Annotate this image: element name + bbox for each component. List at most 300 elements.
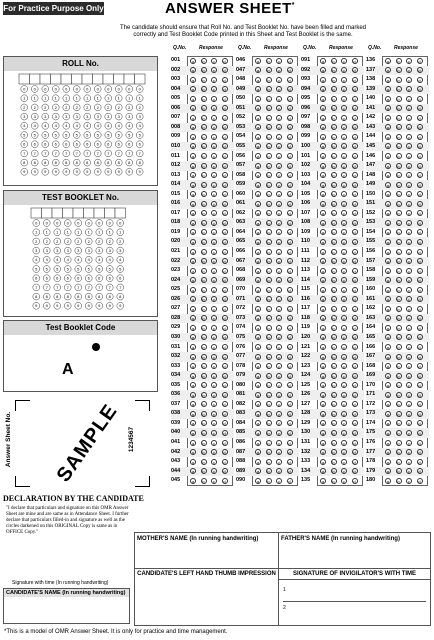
answer-bubble-b[interactable]: b: [202, 459, 205, 465]
answer-bubble-c[interactable]: c: [408, 77, 410, 83]
answer-bubble-c[interactable]: c: [408, 173, 410, 179]
answer-bubble-d[interactable]: d: [223, 249, 226, 255]
answer-bubble-a[interactable]: a: [386, 316, 390, 322]
answer-bubble-c[interactable]: c: [213, 450, 215, 456]
answer-bubble-a[interactable]: a: [321, 421, 325, 427]
invigilator-row-2[interactable]: 2: [283, 605, 286, 611]
answer-bubble-d[interactable]: d: [418, 201, 421, 207]
answer-bubble-a[interactable]: a: [256, 325, 260, 331]
answer-bubble-c[interactable]: c: [278, 259, 280, 265]
answer-bubble-d[interactable]: d: [418, 173, 421, 179]
answer-bubble-b[interactable]: b: [332, 430, 335, 436]
answer-bubble-b[interactable]: b: [397, 182, 400, 188]
answer-bubble-a[interactable]: a: [256, 459, 260, 465]
answer-bubble-a[interactable]: a: [191, 469, 195, 475]
answer-bubble-b[interactable]: b: [332, 478, 335, 484]
answer-bubble-d[interactable]: d: [223, 364, 226, 370]
answer-bubble-c[interactable]: c: [408, 144, 410, 150]
answer-bubble-d[interactable]: d: [418, 230, 421, 236]
answer-bubble-d[interactable]: d: [288, 192, 291, 198]
thumb-impression-cell[interactable]: [135, 569, 279, 625]
answer-bubble-b[interactable]: b: [267, 134, 270, 140]
answer-bubble-a[interactable]: a: [386, 383, 390, 389]
answer-bubble-b[interactable]: b: [397, 421, 400, 427]
answer-bubble-c[interactable]: c: [408, 478, 410, 484]
answer-bubble-a[interactable]: a: [256, 163, 260, 169]
answer-bubble-c[interactable]: c: [278, 297, 280, 303]
answer-bubble-c[interactable]: c: [213, 220, 215, 226]
answer-bubble-a[interactable]: a: [191, 306, 195, 312]
answer-bubble-a[interactable]: a: [321, 134, 325, 140]
answer-bubble-b[interactable]: b: [397, 192, 400, 198]
answer-bubble-a[interactable]: a: [321, 469, 325, 475]
answer-bubble-d[interactable]: d: [223, 115, 226, 121]
answer-bubble-a[interactable]: a: [386, 469, 390, 475]
answer-bubble-a[interactable]: a: [321, 230, 325, 236]
answer-bubble-b[interactable]: b: [397, 154, 400, 159]
answer-bubble-b[interactable]: b: [397, 430, 400, 436]
answer-bubble-b[interactable]: b: [397, 345, 400, 350]
answer-bubble-c[interactable]: c: [278, 144, 280, 150]
answer-bubble-d[interactable]: d: [223, 383, 226, 389]
answer-bubble-a[interactable]: a: [321, 478, 325, 484]
answer-bubble-c[interactable]: c: [278, 239, 280, 245]
answer-bubble-d[interactable]: d: [223, 478, 226, 484]
answer-bubble-c[interactable]: c: [278, 87, 280, 93]
answer-bubble-b[interactable]: b: [332, 316, 335, 322]
answer-bubble-c[interactable]: c: [213, 96, 215, 102]
answer-bubble-c[interactable]: c: [408, 125, 410, 131]
answer-bubble-c[interactable]: c: [213, 182, 215, 188]
answer-bubble-c[interactable]: c: [278, 182, 280, 188]
answer-bubble-b[interactable]: b: [332, 450, 335, 456]
answer-bubble-b[interactable]: b: [397, 211, 400, 217]
answer-bubble-c[interactable]: c: [343, 297, 345, 303]
answer-bubble-d[interactable]: d: [418, 450, 421, 456]
answer-bubble-c[interactable]: c: [213, 411, 215, 417]
answer-bubble-d[interactable]: d: [418, 192, 421, 198]
answer-bubble-d[interactable]: d: [223, 411, 226, 417]
answer-bubble-b[interactable]: b: [267, 96, 270, 102]
test-booklet-bubble-grid[interactable]: [30, 207, 127, 313]
father-name-cell[interactable]: [279, 533, 430, 569]
answer-bubble-b[interactable]: b: [397, 106, 400, 112]
answer-bubble-c[interactable]: c: [278, 354, 280, 360]
answer-bubble-c[interactable]: c: [408, 440, 410, 446]
answer-bubble-b[interactable]: b: [202, 96, 205, 102]
answer-bubble-a[interactable]: a: [386, 430, 390, 436]
test-booklet-svg[interactable]: [30, 207, 127, 313]
answer-bubble-a[interactable]: a: [321, 192, 325, 198]
answer-bubble-d[interactable]: d: [353, 96, 356, 102]
answer-bubble-d[interactable]: d: [418, 134, 421, 140]
answer-bubble-b[interactable]: b: [267, 154, 270, 159]
answer-bubble-a[interactable]: a: [191, 144, 195, 150]
answer-bubble-b[interactable]: b: [202, 58, 205, 64]
answer-bubble-a[interactable]: a: [256, 335, 260, 341]
answer-bubble-c[interactable]: c: [343, 154, 345, 159]
answer-bubble-c[interactable]: c: [343, 287, 345, 293]
answer-bubble-b[interactable]: b: [267, 77, 270, 83]
answer-bubble-d[interactable]: d: [223, 220, 226, 226]
answer-bubble-a[interactable]: a: [386, 249, 390, 255]
answer-bubble-d[interactable]: d: [288, 297, 291, 303]
answer-bubble-a[interactable]: a: [256, 173, 260, 179]
answer-bubble-b[interactable]: b: [332, 154, 335, 159]
answer-bubble-a[interactable]: a: [321, 402, 325, 408]
answer-bubble-b[interactable]: b: [332, 459, 335, 465]
answer-bubble-c[interactable]: c: [278, 316, 280, 322]
answer-bubble-b[interactable]: b: [267, 87, 270, 93]
answer-bubble-a[interactable]: a: [386, 125, 390, 131]
answer-bubble-d[interactable]: d: [353, 354, 356, 360]
answer-bubble-d[interactable]: d: [223, 469, 226, 475]
answer-bubble-b[interactable]: b: [202, 354, 205, 360]
answer-bubble-b[interactable]: b: [202, 325, 205, 331]
answer-bubble-a[interactable]: a: [191, 287, 195, 293]
answer-bubble-c[interactable]: c: [408, 450, 410, 456]
answer-bubble-d[interactable]: d: [418, 182, 421, 188]
answer-bubble-a[interactable]: a: [386, 106, 390, 112]
answer-bubble-d[interactable]: d: [288, 163, 291, 169]
answer-bubble-a[interactable]: a: [386, 144, 390, 150]
answer-bubble-a[interactable]: a: [256, 106, 260, 112]
answer-bubble-a[interactable]: a: [191, 440, 195, 446]
answer-bubble-a[interactable]: a: [321, 392, 325, 398]
answer-bubble-d[interactable]: d: [223, 192, 226, 198]
answer-bubble-b[interactable]: b: [267, 306, 270, 312]
answer-bubble-b[interactable]: b: [332, 411, 335, 417]
answer-bubble-d[interactable]: d: [418, 77, 421, 83]
answer-bubble-b[interactable]: b: [332, 134, 335, 140]
answer-bubble-d[interactable]: d: [223, 345, 226, 350]
answer-bubble-d[interactable]: d: [223, 259, 226, 265]
answer-bubble-b[interactable]: b: [332, 125, 335, 131]
answer-bubble-c[interactable]: c: [213, 230, 215, 236]
answer-bubble-c[interactable]: c: [408, 201, 410, 207]
answer-bubble-a[interactable]: a: [191, 411, 195, 417]
answer-bubble-d[interactable]: d: [353, 459, 356, 465]
answer-bubble-d[interactable]: d: [223, 335, 226, 341]
answer-bubble-c[interactable]: c: [343, 201, 345, 207]
answer-bubble-a[interactable]: a: [321, 173, 325, 179]
answer-bubble-b[interactable]: b: [332, 201, 335, 207]
answer-bubble-a[interactable]: a: [321, 306, 325, 312]
answer-bubble-d[interactable]: d: [223, 125, 226, 131]
answer-bubble-d[interactable]: d: [288, 220, 291, 226]
answer-bubble-a[interactable]: a: [386, 450, 390, 456]
answer-bubble-b[interactable]: b: [397, 115, 400, 121]
answer-bubble-c[interactable]: c: [343, 125, 345, 131]
answer-bubble-d[interactable]: d: [288, 201, 291, 207]
answer-bubble-c[interactable]: c: [278, 383, 280, 389]
answer-bubble-d[interactable]: d: [418, 259, 421, 265]
answer-bubble-c[interactable]: c: [408, 87, 410, 93]
answer-bubble-d[interactable]: d: [353, 182, 356, 188]
answer-bubble-c[interactable]: c: [408, 96, 410, 102]
answer-bubble-b[interactable]: b: [202, 450, 205, 456]
answer-bubble-c[interactable]: c: [278, 478, 280, 484]
answer-bubble-b[interactable]: b: [332, 287, 335, 293]
answer-bubble-d[interactable]: d: [418, 144, 421, 150]
answer-bubble-c[interactable]: c: [213, 430, 215, 436]
answer-bubble-a[interactable]: a: [191, 125, 195, 131]
answer-bubble-b[interactable]: b: [332, 77, 335, 83]
answer-bubble-d[interactable]: d: [223, 430, 226, 436]
answer-bubble-b[interactable]: b: [332, 345, 335, 350]
answer-bubble-a[interactable]: a: [191, 220, 195, 226]
answer-bubble-c[interactable]: c: [408, 134, 410, 140]
answer-bubble-c[interactable]: c: [343, 364, 345, 370]
answer-bubble-c[interactable]: c: [213, 287, 215, 293]
answer-bubble-a[interactable]: a: [321, 287, 325, 293]
answer-bubble-a[interactable]: a: [321, 115, 325, 121]
answer-bubble-c[interactable]: c: [213, 249, 215, 255]
answer-bubble-c[interactable]: c: [213, 440, 215, 446]
answer-bubble-c[interactable]: c: [213, 373, 215, 379]
answer-bubble-d[interactable]: d: [418, 373, 421, 379]
answer-bubble-a[interactable]: a: [191, 268, 195, 274]
answer-bubble-a[interactable]: a: [386, 230, 390, 236]
answer-bubble-d[interactable]: d: [288, 459, 291, 465]
answer-bubble-b[interactable]: b: [332, 211, 335, 217]
answer-bubble-d[interactable]: d: [288, 354, 291, 360]
answer-bubble-b[interactable]: b: [267, 211, 270, 217]
answer-bubble-a[interactable]: a: [191, 173, 195, 179]
answer-bubble-a[interactable]: a: [386, 345, 390, 350]
answer-bubble-a[interactable]: a: [256, 201, 260, 207]
answer-bubble-b[interactable]: b: [267, 345, 270, 350]
answer-bubble-d[interactable]: d: [418, 430, 421, 436]
answer-bubble-b[interactable]: b: [202, 230, 205, 236]
answer-bubble-c[interactable]: c: [278, 287, 280, 293]
answer-bubble-c[interactable]: c: [343, 383, 345, 389]
answer-bubble-a[interactable]: a: [321, 364, 325, 370]
answer-bubble-b[interactable]: b: [202, 268, 205, 274]
answer-bubble-d[interactable]: d: [353, 440, 356, 446]
answer-bubble-a[interactable]: a: [321, 201, 325, 207]
answer-bubble-d[interactable]: d: [353, 239, 356, 245]
answer-bubble-d[interactable]: d: [288, 125, 291, 131]
answer-bubble-a[interactable]: a: [386, 173, 390, 179]
answer-bubble-a[interactable]: a: [191, 87, 195, 93]
answer-bubble-d[interactable]: d: [223, 58, 226, 64]
answer-bubble-b[interactable]: b: [397, 297, 400, 303]
answer-bubble-b[interactable]: b: [267, 163, 270, 169]
answer-bubble-b[interactable]: b: [202, 87, 205, 93]
answer-bubble-a[interactable]: a: [191, 249, 195, 255]
answer-bubble-c[interactable]: c: [408, 383, 410, 389]
answer-bubble-a[interactable]: a: [321, 383, 325, 389]
answer-bubble-d[interactable]: d: [418, 249, 421, 255]
answer-bubble-c[interactable]: c: [278, 134, 280, 140]
answer-bubble-b[interactable]: b: [397, 306, 400, 312]
answer-bubble-a[interactable]: a: [386, 421, 390, 427]
answer-bubble-b[interactable]: b: [332, 173, 335, 179]
answer-bubble-a[interactable]: a: [191, 68, 195, 74]
test-booklet-digit-box[interactable]: [84, 208, 95, 218]
answer-bubble-d[interactable]: d: [223, 278, 226, 284]
answer-bubble-a[interactable]: a: [321, 440, 325, 446]
answer-bubble-d[interactable]: d: [288, 211, 291, 217]
answer-bubble-d[interactable]: d: [288, 392, 291, 398]
answer-bubble-c[interactable]: c: [343, 430, 345, 436]
answer-bubble-b[interactable]: b: [202, 201, 205, 207]
answer-bubble-c[interactable]: c: [343, 469, 345, 475]
answer-bubble-b[interactable]: b: [202, 440, 205, 446]
answer-bubble-d[interactable]: d: [223, 239, 226, 245]
answer-bubble-b[interactable]: b: [397, 459, 400, 465]
answer-bubble-b[interactable]: b: [202, 239, 205, 245]
answer-bubble-b[interactable]: b: [397, 173, 400, 179]
answer-bubble-a[interactable]: a: [256, 115, 260, 121]
answer-bubble-d[interactable]: d: [288, 421, 291, 427]
answer-bubble-b[interactable]: b: [267, 430, 270, 436]
answer-bubble-c[interactable]: c: [278, 125, 280, 131]
answer-bubble-b[interactable]: b: [397, 383, 400, 389]
answer-bubble-a[interactable]: a: [386, 392, 390, 398]
answer-bubble-b[interactable]: b: [202, 306, 205, 312]
answer-bubble-d[interactable]: d: [353, 211, 356, 217]
answer-bubble-c[interactable]: c: [408, 364, 410, 370]
answer-bubble-b[interactable]: b: [202, 364, 205, 370]
answer-bubble-b[interactable]: b: [332, 106, 335, 112]
answer-bubble-b[interactable]: b: [267, 201, 270, 207]
answer-bubble-a[interactable]: a: [386, 115, 390, 121]
answer-bubble-d[interactable]: d: [418, 106, 421, 112]
answer-bubble-c[interactable]: c: [408, 182, 410, 188]
answer-bubble-d[interactable]: d: [288, 450, 291, 456]
test-booklet-digit-box[interactable]: [94, 208, 105, 218]
answer-bubble-d[interactable]: d: [353, 115, 356, 121]
answer-bubble-c[interactable]: c: [408, 402, 410, 408]
answer-bubble-b[interactable]: b: [332, 239, 335, 245]
answer-bubble-a[interactable]: a: [256, 402, 260, 408]
answer-bubble-d[interactable]: d: [288, 383, 291, 389]
answer-bubble-c[interactable]: c: [408, 68, 410, 74]
answer-bubble-a[interactable]: a: [386, 220, 390, 226]
answer-bubble-a[interactable]: a: [256, 478, 260, 484]
answer-bubble-c[interactable]: c: [278, 440, 280, 446]
answer-bubble-b[interactable]: b: [202, 402, 205, 408]
answer-bubble-d[interactable]: d: [353, 287, 356, 293]
answer-bubble-b[interactable]: b: [397, 201, 400, 207]
answer-bubble-c[interactable]: c: [408, 287, 410, 293]
answer-bubble-d[interactable]: d: [288, 77, 291, 83]
answer-bubble-c[interactable]: c: [343, 115, 345, 121]
answer-bubble-b[interactable]: b: [397, 125, 400, 131]
answer-bubble-b[interactable]: b: [332, 68, 335, 74]
answer-bubble-b[interactable]: b: [332, 421, 335, 427]
answer-bubble-a[interactable]: a: [321, 297, 325, 303]
roll-number-digit-box[interactable]: [72, 74, 83, 84]
answer-bubble-d[interactable]: d: [418, 58, 421, 64]
answer-bubble-d[interactable]: d: [353, 392, 356, 398]
answer-bubble-b[interactable]: b: [332, 268, 335, 274]
answer-bubble-c[interactable]: c: [278, 68, 280, 74]
answer-bubble-a[interactable]: a: [386, 335, 390, 341]
answer-bubble-d[interactable]: d: [288, 306, 291, 312]
answer-bubble-d[interactable]: d: [418, 316, 421, 322]
answer-bubble-d[interactable]: d: [223, 87, 226, 93]
answer-bubble-d[interactable]: d: [353, 450, 356, 456]
answer-bubble-c[interactable]: c: [343, 459, 345, 465]
answer-bubble-d[interactable]: d: [223, 354, 226, 360]
answer-bubble-a[interactable]: a: [191, 345, 195, 350]
answer-bubble-c[interactable]: c: [408, 154, 410, 159]
answer-bubble-a[interactable]: a: [256, 364, 260, 370]
answer-bubble-b[interactable]: b: [202, 249, 205, 255]
answer-bubble-a[interactable]: a: [386, 259, 390, 265]
answer-bubble-d[interactable]: d: [223, 173, 226, 179]
answer-bubble-d[interactable]: d: [288, 154, 291, 159]
answer-bubble-c[interactable]: c: [343, 163, 345, 169]
answer-bubble-a[interactable]: a: [256, 220, 260, 226]
answer-bubble-b[interactable]: b: [332, 325, 335, 331]
answer-bubble-d[interactable]: d: [353, 58, 356, 64]
answer-bubble-b[interactable]: b: [267, 106, 270, 112]
answer-bubble-c[interactable]: c: [278, 192, 280, 198]
answer-bubble-d[interactable]: d: [223, 287, 226, 293]
answer-bubble-a[interactable]: a: [321, 430, 325, 436]
answer-bubble-d[interactable]: d: [418, 392, 421, 398]
answer-bubble-a[interactable]: a: [321, 163, 325, 169]
answer-bubble-a[interactable]: a: [386, 239, 390, 245]
answer-bubble-a[interactable]: a: [321, 316, 325, 322]
answer-bubble-d[interactable]: d: [223, 154, 226, 159]
answer-bubble-a[interactable]: a: [191, 58, 195, 64]
answer-bubble-b[interactable]: b: [397, 58, 400, 64]
answer-bubble-b[interactable]: b: [397, 316, 400, 322]
answer-bubble-b[interactable]: b: [332, 192, 335, 198]
answer-bubble-d[interactable]: d: [223, 306, 226, 312]
answer-bubble-a[interactable]: a: [321, 96, 325, 102]
answer-bubble-a[interactable]: a: [191, 478, 195, 484]
answer-bubble-b[interactable]: b: [267, 469, 270, 475]
answer-bubble-d[interactable]: d: [353, 402, 356, 408]
answer-bubble-a[interactable]: a: [256, 392, 260, 398]
answer-bubble-b[interactable]: b: [202, 287, 205, 293]
answer-bubble-c[interactable]: c: [278, 450, 280, 456]
answer-bubble-b[interactable]: b: [202, 278, 205, 284]
test-booklet-digit-box[interactable]: [63, 208, 74, 218]
answer-bubble-b[interactable]: b: [332, 259, 335, 265]
answer-bubble-c[interactable]: c: [278, 402, 280, 408]
answer-bubble-d[interactable]: d: [353, 230, 356, 236]
answer-bubble-c[interactable]: c: [278, 115, 280, 121]
answer-bubble-d[interactable]: d: [353, 106, 356, 112]
answer-bubble-c[interactable]: c: [278, 278, 280, 284]
answer-bubble-c[interactable]: c: [343, 249, 345, 255]
answer-bubble-b[interactable]: b: [397, 259, 400, 265]
answer-bubble-d[interactable]: d: [418, 297, 421, 303]
answer-bubble-d[interactable]: d: [353, 192, 356, 198]
answer-bubble-a[interactable]: a: [191, 364, 195, 370]
answer-bubble-c[interactable]: c: [408, 268, 410, 274]
answer-bubble-a[interactable]: a: [256, 192, 260, 198]
answer-bubble-b[interactable]: b: [397, 87, 400, 93]
answer-bubble-d[interactable]: d: [223, 450, 226, 456]
answer-bubble-d[interactable]: d: [288, 96, 291, 102]
test-booklet-digit-box[interactable]: [52, 208, 63, 218]
answer-bubble-d[interactable]: d: [288, 278, 291, 284]
answer-bubble-d[interactable]: d: [353, 144, 356, 150]
answer-bubble-a[interactable]: a: [386, 211, 390, 217]
answer-bubble-d[interactable]: d: [418, 354, 421, 360]
answer-bubble-a[interactable]: a: [321, 58, 325, 64]
answer-bubble-c[interactable]: c: [408, 459, 410, 465]
answer-bubble-b[interactable]: b: [202, 163, 205, 169]
